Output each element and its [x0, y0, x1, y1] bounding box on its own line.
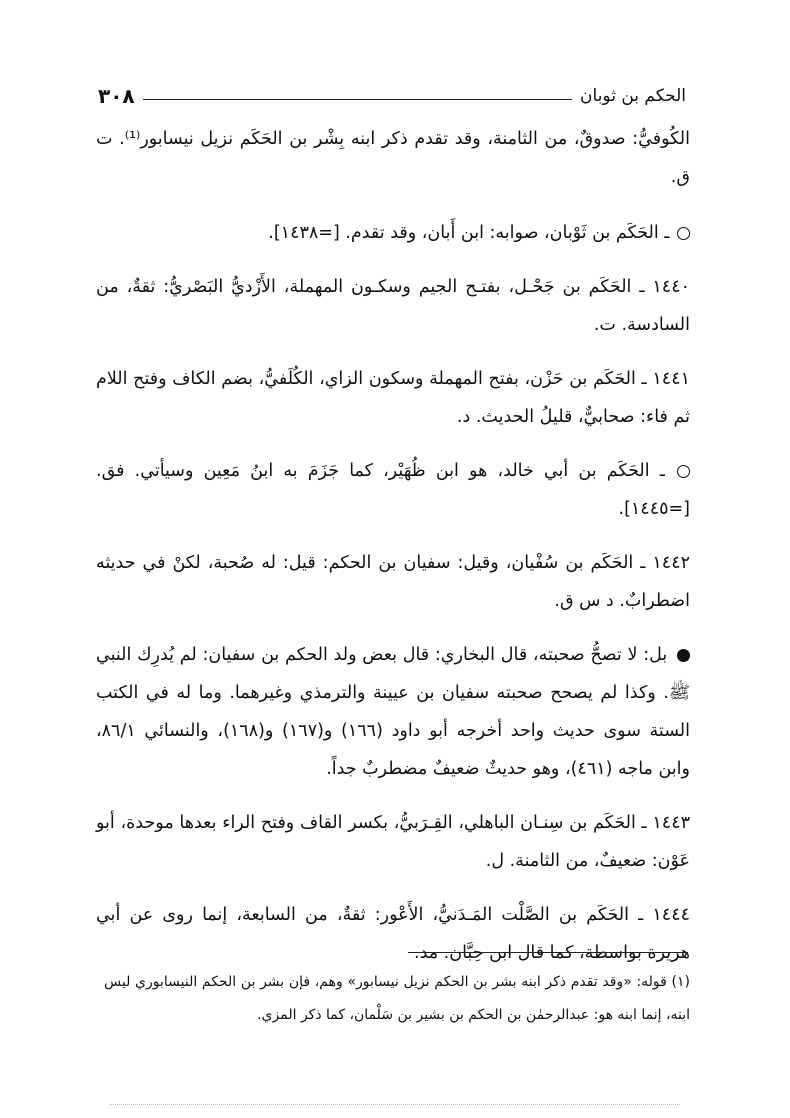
- entry-paragraph: [96, 804, 690, 880]
- scan-edge: [110, 1104, 680, 1113]
- footnote-text: (١) قوله: «وقد تقدم ذكر ابنه بشر بن الحكم نزيل نيسابور» وهم، فإن بشر بن الحكم النيسابوري ليس ابنه، إنما ابنه هو: عبدالرحمٰن بن الحكم بن بشير بن سَلْمان، كما ذكر المزي.: [104, 974, 690, 1023]
- footnote: [104, 966, 690, 1032]
- commentary-text: بل: لا تصحُّ صحبته، قال البخاري: قال بعض ولد الحكم بن سفيان: لم يُدرِك النبي ﷺ. وكذا لم يصحح صحبته سفيان بن عيينة والترمذي وغيرهما. وما له في الكتب الستة سوى حديث واحد أخرجه أبو داود (١٦٦) و(١٦٧) و(١٦٨)، والنسائي ٨٦/١، وابن ماجه (٤٦١)، وهو حديثٌ ضعيفٌ مضطربٌ جداً.: [96, 645, 691, 779]
- filled-dot-icon: [677, 649, 690, 662]
- entry-text: ١٤٤٠ ـ الحَكَم بن جَحْـل، بفتـح الجيم وسكـون المهملة، الأَزْديُّ البَصْريُّ: ثقةٌ، من السادسة. ت.: [96, 277, 690, 335]
- entry-text: ١٤٤٤ ـ الحَكَم بن الصَّلْت المَـدَنيُّ، الأَعْور: ثقةٌ، من السابعة، إنما روى عن أبي هريرة بواسطة، كما قال ابن حِبَّان. مد.: [96, 905, 690, 963]
- entry-text: ـ الحَكَم بن أبي خالد، هو ابن ظُهَيْر، كما جَزَمَ به ابنُ مَعِين وسيأتي. فق. [=١٤٤٥].: [96, 461, 690, 519]
- page-header: [98, 78, 686, 114]
- hollow-circle-icon: [677, 227, 690, 240]
- commentary-paragraph: [96, 636, 690, 788]
- entry-paragraph: [96, 120, 690, 196]
- entry-paragraph: [96, 452, 690, 528]
- page-number: ٣٠٨: [98, 84, 135, 108]
- running-title: الحكم بن ثوبان: [580, 86, 686, 106]
- footnote-rule: [408, 952, 688, 953]
- entry-text: ـ الحَكَم بن ثَوْبان، صوابه: ابن أَبان، وقد تقدم. [=١٤٣٨].: [268, 223, 670, 243]
- entry-paragraph: [96, 544, 690, 620]
- entry-paragraph: [96, 896, 690, 972]
- entry-text: ١٤٤٣ ـ الحَكَم بن سِنـان الباهلي، القِـرَبيُّ، بكسر القاف وفتح الراء بعدها موحدة، أبو عَوْن: ضعيفٌ، من الثامنة. ل.: [96, 813, 690, 871]
- entry-text: الكُوفيُّ: صدوقٌ، من الثامنة، وقد تقدم ذكر ابنه بِشْر بن الحَكَم نزيل نيسابور⁽¹⁾. ت ق.: [96, 129, 690, 187]
- header-rule: [143, 99, 572, 100]
- entry-paragraph: [96, 214, 690, 252]
- entry-text: ١٤٤٢ ـ الحَكَم بن سُفْيان، وقيل: سفيان بن الحكم: قيل: له صُحبة، لكنْ في حديثه اضطرابٌ. د س ق.: [96, 553, 690, 611]
- page-body: [96, 120, 690, 988]
- entry-paragraph: [96, 268, 690, 344]
- hollow-circle-icon: [677, 465, 690, 478]
- entry-paragraph: [96, 360, 690, 436]
- entry-text: ١٤٤١ ـ الحَكَم بن حَزْن، بفتح المهملة وسكون الزاي، الكُلَفيُّ، بضم الكاف وفتح اللام ثم فاء: صحابيٌّ، قليلُ الحديث. د.: [96, 369, 690, 427]
